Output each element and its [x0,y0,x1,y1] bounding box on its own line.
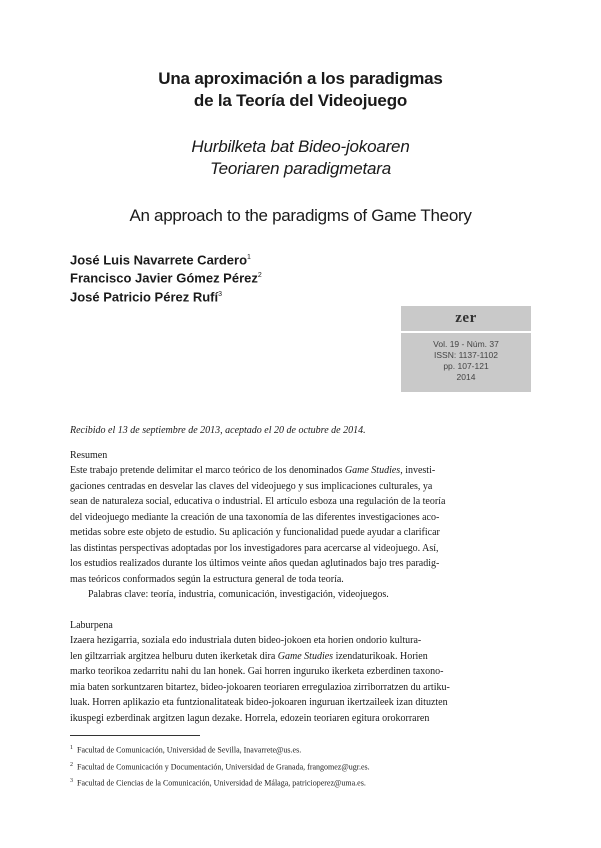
resumen-line: las distintas perspectivas adoptadas por los investigadores para acercarse al videojuego. Así, [70,542,439,554]
laburpena-line: marko teorikoa zedarritu nahi du lan honek. Gai horren inguruko ikerketa ezberdinen taxono- [70,666,444,677]
journal-info-box [401,306,531,392]
author-name: Francisco Javier Gómez Pérez [70,270,258,286]
author-footnote-mark: 2 [257,272,262,280]
journal-year: 2014 [456,372,476,382]
laburpena-line: mia baten sorkuntzaren bitartez, bideo-jokoaren teoriaren erregulazioa zirriborratzen du artiku- [70,681,450,693]
title-spanish-line: Una aproximación a los paradigmas [158,69,443,88]
title-basque [0,136,601,180]
footnote-text: Facultad de Ciencias de la Comunicación, Universidad de Málaga, patricioperez@uma.es. [77,778,366,788]
resumen-line: gaciones centradas en desvelar las claves del videojuego y sus implicaciones culturales, ya [70,480,433,492]
received-date: Recibido el 13 de septiembre de 2013, aceptado el 20 de octubre de 2014. [70,425,366,436]
resumen-line: Este trabajo pretende delimitar el marco teórico de los denominados Game Studies, investi- [70,465,436,476]
journal-issn: ISSN: 1137-1102 [434,350,498,360]
footnote-divider [70,735,200,736]
author-footnote-mark: 3 [218,290,223,298]
journal-logo: zer [455,310,477,326]
author [70,268,262,286]
laburpena-paragraph [70,633,530,726]
resumen-line: metidas sobre este objeto de estudio. Su aplicación y funcionalidad puede ayudar a clarificar [70,527,440,538]
footnote-mark: 2 [70,761,73,768]
author [70,250,262,268]
footnote-text: Facultad de Comunicación, Universidad de Sevilla, Inavarrete@us.es. [77,745,302,755]
laburpena-line: luak. Horren aplikazio eta funtzionalitateak bideo-jokoaren inguruan ikertzaileek izan dituzten [70,697,448,708]
laburpena-heading: Laburpena [70,620,113,631]
journal-volume: Vol. 19 - Núm. 37 [433,339,499,349]
resumen-line: los estudios realizados durante los últimos veinte años quedan aglutinados bajo tres paradig- [70,558,440,569]
resumen-line: sean de naturaleza social, educativa o industrial. El artículo esboza una regulación de la teoría [70,496,446,507]
laburpena-line: Izaera hezigarria, soziala edo industriala duten bideo-jokoen eta horien ondorio kultura- [70,635,422,646]
laburpena-line: ikuspegi ezberdinak argitzen lagun dezake. Horrela, edozein teoriaren egitura orokorraren [70,712,430,724]
title-basque-line: Teoriaren paradigmetara [210,159,391,178]
title-basque-line: Hurbilketa bat Bideo-jokoaren [191,137,410,156]
resumen-paragraph [70,463,530,603]
footnote-mark: 3 [70,778,73,785]
author-footnote-mark: 1 [247,254,251,261]
author-name: José Luis Navarrete Cardero [70,252,248,268]
resumen-heading: Resumen [70,450,108,461]
resumen-line: del videojuego mediante la creación de una taxonomía de las diferentes investigaciones aco- [70,511,440,523]
footnote [70,741,370,758]
footnote-mark: 1 [70,745,73,751]
journal-pages: pp. 107-121 [443,361,489,371]
journal-box-divider [401,331,531,333]
author-list [70,250,262,305]
title-spanish-line: de la Teoría del Videojuego [193,91,408,110]
resumen-line: mas teóricos conformados según la estructura general de toda teoría. [70,573,344,585]
footnote [70,758,370,775]
laburpena-line: len giltzarriak argitzea helburu duten ikerketak dira Game Studies izendaturikoak. Horien [70,650,428,662]
keywords: Palabras clave: teoría, industria, comunicación, investigación, videojuegos. [88,589,389,600]
title-english: An approach to the paradigms of Game Theory [129,206,472,225]
footnote [70,774,370,791]
title-spanish [0,68,601,112]
footnotes [70,741,370,791]
author [70,287,262,305]
author-name: José Patricio Pérez Rufí [70,288,219,304]
footnote-text: Facultad de Comunicación y Documentación, Universidad de Granada, frangomez@ugr.es. [77,762,370,772]
